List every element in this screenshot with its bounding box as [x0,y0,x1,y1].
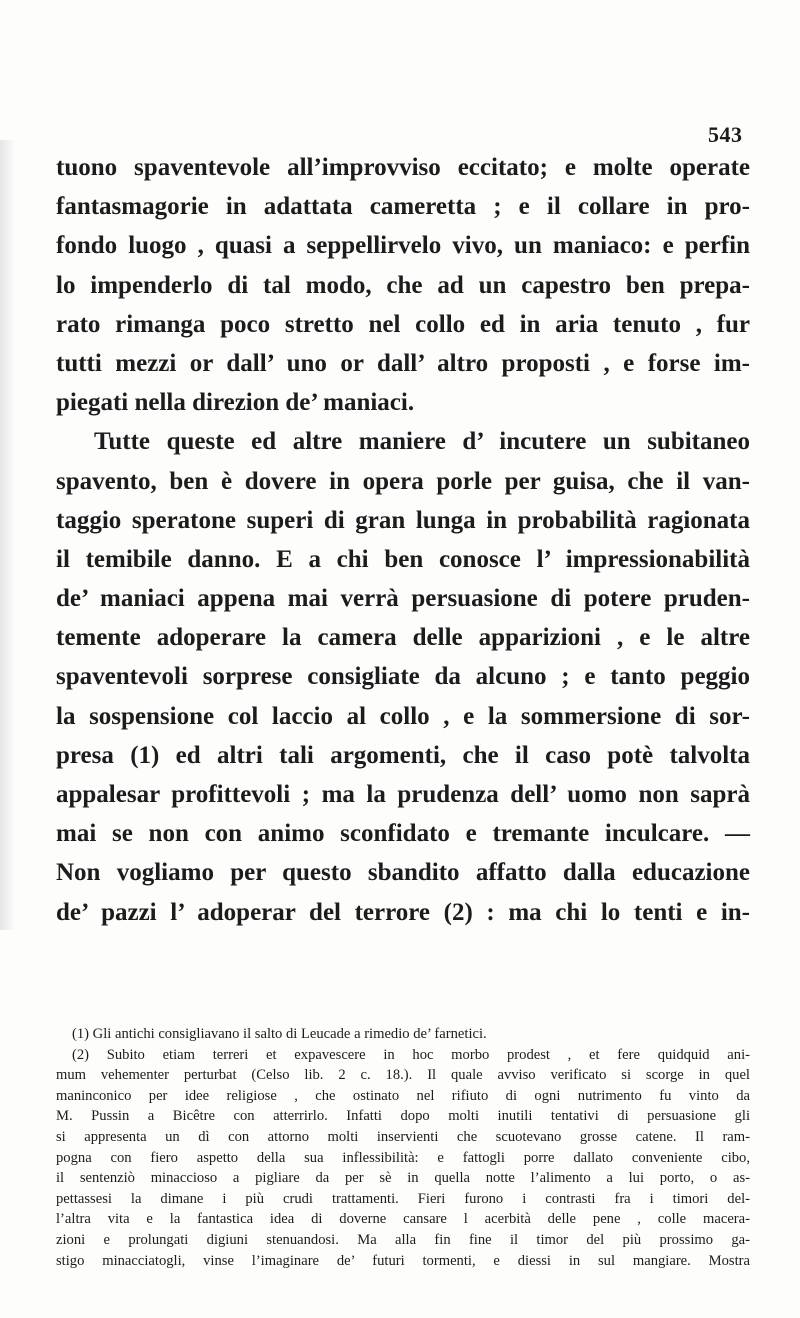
page-binding-shadow [0,140,14,930]
text-line: de’ maniaci appena mai verrà persuasione di potere pruden- [56,585,750,613]
text-line: spaventevoli sorprese consigliate da alcuno ; e tanto peggio [56,663,750,691]
footnote-line: (1) Gli antichi consigliavano il salto di Leucade a rimedio de’ farnetici. [72,1026,487,1042]
footnotes [56,1024,750,1271]
text-line: Tutte queste ed altre maniere d’ incutere un subitaneo [94,428,750,456]
text-line: la sospensione col laccio al collo , e la sommersione di sor- [56,702,750,730]
text-line: lo impenderlo di tal modo, che ad un capestro ben prepa- [56,271,750,299]
text-line: il temibile danno. E a chi ben conosce l’ impressionabilità [56,545,750,573]
text-line: tutti mezzi or dall’ uno or dall’ altro proposti , e forse im- [56,349,750,377]
page-number: 543 [708,122,743,147]
text-line: taggio speratone superi di gran lunga in probabilità ragionata [56,506,750,534]
text-line: presa (1) ed altri tali argomenti, che il caso potè talvolta [56,741,750,769]
main-text [56,148,750,932]
text-line: spavento, ben è dovere in opera porle per guisa, che il van- [56,467,750,495]
footnote-line: maninconico per idee religiose , che ostinato nel rifiuto di ogni nutrimento fu vinto da [56,1087,750,1104]
text-line: mai se non con animo sconfidato e tremante inculcare. — [56,820,750,848]
footnote-line: M. Pussin a Bicêtre con atterrirlo. Infatti dopo molti inutili tentativi di persuasione gli [56,1108,750,1125]
footnote-line: pettassesi la dimane i più crudi trattamenti. Fieri furono i contrasti fra i timori del- [56,1190,750,1207]
text-line: de’ pazzi l’ adoperar del terrore (2) : ma chi lo tenti e in- [56,898,750,926]
footnote-line: zioni e prolungati digiuni stenuandosi. Ma alla fin fine il timor del più prossimo ga- [56,1231,750,1248]
footnote-line: il sentenziò minaccioso a pigliare da per sè in quella notte l’alimento a lui porto, o as- [56,1170,750,1187]
text-line: fondo luogo , quasi a seppellirvelo vivo, un maniaco: e perfin [56,232,750,260]
footnote-line: si appresenta un dì con attorno molti inservienti che scuotevano grosse catene. Il ram- [56,1128,750,1145]
text-line: appalesar profittevoli ; ma la prudenza dell’ uomo non saprà [56,781,750,808]
footnote-line: (2) Subito etiam terreri et expavescere in hoc morbo prodest , et fere quidquid ani- [72,1046,750,1063]
footnote-line: pogna con fiero aspetto della sua inflessibilità: e fattogli porre dallato conveniente cibo, [56,1149,750,1166]
text-line: fantasmagorie in adattata cameretta ; e il collare in pro- [56,193,750,221]
text-line: piegati nella direzion de’ maniaci. [56,389,415,417]
text-line: temente adoperare la camera delle apparizioni , e le altre [56,624,750,652]
text-line: tuono spaventevole all’improvviso eccitato; e molte operate [56,154,750,181]
footnote-line: mum vehementer perturbat (Celso lib. 2 c. 18.). Il quale avviso verificato si scorge in quel [56,1067,750,1084]
footnote-line: stigo minacciatogli, vinse l’imaginare de’ futuri tormenti, e diessi in sul mangiare. Mostra [56,1252,750,1269]
footnote-line: l’altra vita e la fantastica idea di doverne cansare l acerbità delle pene , colle macera- [56,1211,750,1228]
text-line: rato rimanga poco stretto nel collo ed in aria tenuto , fur [56,310,750,338]
text-line: Non vogliamo per questo sbandito affatto dalla educazione [56,859,750,887]
